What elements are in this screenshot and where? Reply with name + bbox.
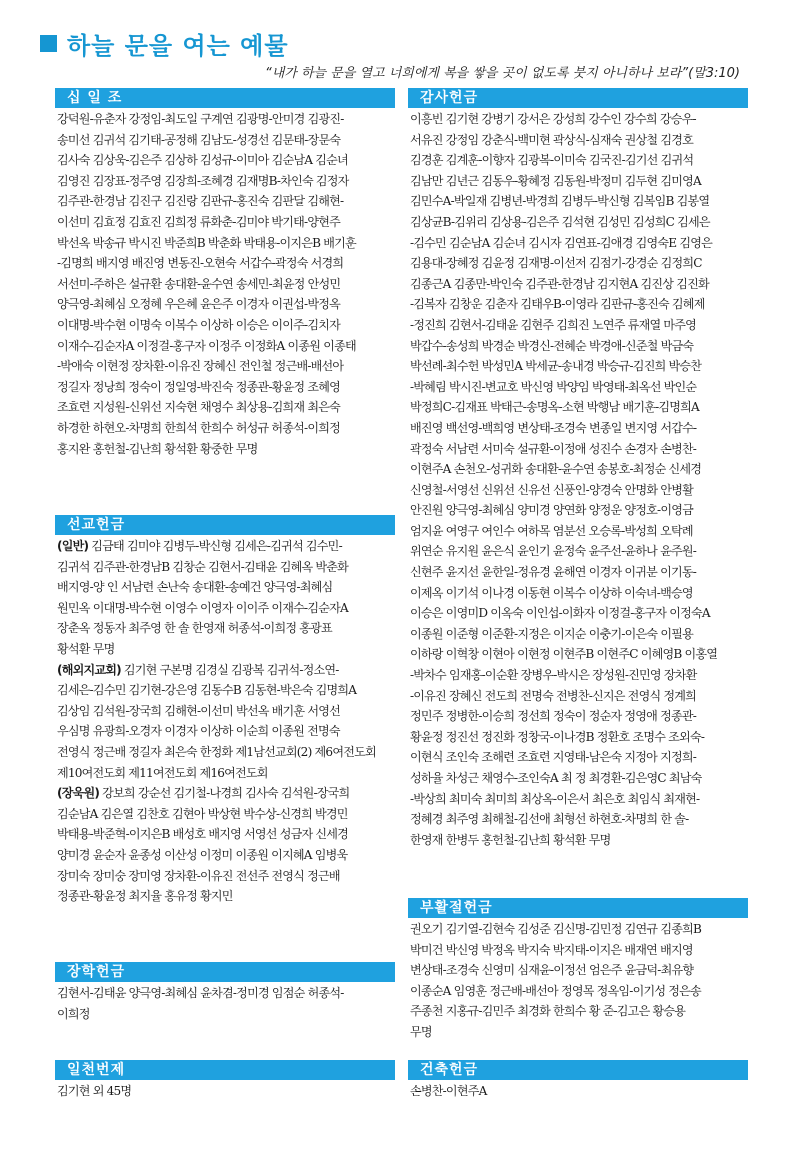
name-line: 홍지완 홍헌철-김난희 황석환 황중한 무명 — [57, 441, 258, 456]
name-line: 정민주 정병한-이승희 정선희 정숙이 정순자 정영애 정종관- — [410, 709, 697, 724]
name-line: -김복자 김창운 김춘자 김태우B-이영라 김판규-홍진숙 김혜제 — [410, 297, 705, 312]
name-line: 서선미-주하은 설규환 송대환-윤수연 송세민-최윤정 안성민 — [57, 276, 341, 291]
name-line: 배진영 백선영-백희영 변상태-조경숙 변종일 변지영 서갑수- — [410, 420, 697, 435]
name-line: 위연순 유지원 윤은식 윤인기 윤정숙 윤주선-윤하나 윤주원- — [410, 544, 697, 559]
name-line: 이희정 — [57, 1006, 90, 1021]
section-tithe — [55, 88, 395, 459]
name-line: -김명희 배지영 배진영 변동진-오현숙 서갑수-곽정숙 서경희 — [57, 256, 344, 271]
name-line: 이대명-박수현 이명숙 이복수 이상하 이승은 이이주-김치자 — [57, 317, 340, 332]
name-line — [57, 886, 395, 907]
section-body — [408, 108, 748, 850]
section-mission — [55, 515, 395, 907]
name-line: 이종원 이준형 이준환-지정은 이지순 이충기-이은숙 이필용 — [410, 626, 693, 641]
name-line: 김사숙 김상욱-김은주 김상하 김성규-이미아 김순남A 김순녀 — [57, 153, 348, 168]
names-text: 김순남A 김은열 김찬호 김현아 박상현 박수상-신경희 박경민 — [57, 806, 348, 821]
name-line — [57, 742, 395, 763]
name-line — [57, 536, 395, 557]
name-line — [57, 660, 395, 681]
name-line — [57, 783, 395, 804]
name-line — [57, 639, 395, 660]
name-line: -이유진 장혜신 전도희 전명숙 전병찬-신지은 전영식 정계희 — [410, 688, 697, 703]
name-line — [57, 701, 395, 722]
section-header: 선교헌금 — [55, 515, 395, 535]
name-line: 손병찬-이현주A — [410, 1084, 487, 1098]
names-text: 강보희 강순선 김기철-나경희 김사숙 김석원-장국희 — [99, 786, 350, 801]
name-line: 김주관-한경남 김진구 김진랑 김판규-홍진숙 김판달 김해현- — [57, 194, 344, 209]
name-line: 이종순A 임영훈 정근배-배선아 정영목 정옥임-이기성 정은송 — [410, 983, 701, 998]
section-resurrection — [408, 898, 748, 1043]
names-text: 김상임 김석원-장국희 김해현-이선미 박선옥 배기훈 서영선 — [57, 703, 340, 718]
name-line: 안진원 양극영-최혜심 양미경 양연화 양정운 양정호-이영금 — [410, 503, 693, 518]
names-text: 김금태 김미야 김병두-박신형 김세은-김귀석 김수민- — [88, 539, 342, 553]
section-header: 부활절헌금 — [408, 898, 748, 918]
name-line — [57, 721, 395, 742]
name-line: 이하랑 이혁창 이현아 이현정 이현주B 이현주C 이혜영B 이홍열 — [410, 647, 718, 662]
section-header: 장학헌금 — [55, 962, 395, 982]
name-line: -정진희 김현서-김태윤 김현주 김희진 노연주 류재열 마주영 — [410, 317, 697, 332]
names-text: 황석환 무명 — [57, 641, 115, 656]
name-line: 이선미 김효정 김효진 김희정 류화춘-김미야 박기태-양현주 — [57, 214, 340, 229]
name-line: 하경한 하현오-차명희 한희석 한희수 허성규 허종석-이희정 — [57, 420, 340, 435]
name-line: 변상태-조경숙 신영미 심재윤-이정선 엄은주 윤금덕-최유향 — [410, 963, 694, 978]
name-line: -김수민 김순남A 김순녀 김시자 김연표-김애경 김영숙E 김영은 — [410, 235, 712, 250]
name-line: 김영진 김장표-정주영 김장희-조혜경 김재명B-차인숙 김정자 — [57, 173, 349, 188]
section-thanks — [408, 88, 748, 850]
names-text: 장미숙 장미숭 장미영 장차환-이유진 전선주 전영식 정근배 — [57, 868, 340, 883]
section-scholarship — [55, 962, 395, 1024]
name-line: 강덕원-유춘자 강정임-최도일 구계연 김광명-안미경 김광진- — [57, 112, 344, 126]
name-line: 김민수A-박일재 김병년-박경희 김병두-박신형 김복임B 김봉열 — [410, 194, 710, 209]
name-line — [57, 598, 395, 619]
name-line — [57, 845, 395, 866]
name-line: 조효련 지성원-신위선 지숙현 채영수 최상용-김희재 최은숙 — [57, 400, 340, 415]
name-line: 서유진 강정임 강춘식-백미현 곽상식-심재숙 권상철 김경호 — [410, 132, 693, 147]
section-first-thousand — [55, 1060, 395, 1102]
name-line: 이흥빈 김기현 강병기 강서은 강성희 강수인 강수희 강승우- — [410, 112, 696, 126]
verse-quote: “내가 하늘 문을 열고 너희에게 복을 쌓을 곳이 없도록 붓지 아니하나 보라”(말3:10) — [264, 66, 740, 81]
name-line: 이재수-김순자A 이정걸-홍구자 이정주 이정화A 이종원 이종태 — [57, 338, 356, 353]
name-line: 김현서-김태윤 양극영-최혜심 윤차겸-정미경 임점순 허종석- — [57, 986, 344, 1000]
name-line: 한영재 한병두 홍헌철-김난희 황석환 무명 — [410, 832, 611, 847]
name-line: 김기현 외 45명 — [57, 1084, 132, 1098]
name-line — [57, 866, 395, 887]
name-line: 곽정숙 서남련 서미숙 설규환-이정애 성진수 손경자 손병찬- — [410, 441, 697, 456]
names-text: 전영식 정근배 정길자 최은숙 한정화 제1남선교회(2) 제6여전도회 — [57, 744, 376, 759]
name-line: 이제옥 이기석 이나경 이동현 이복수 이상하 이숙녀-백승영 — [410, 585, 693, 600]
section-body — [55, 535, 395, 907]
name-line: 박선례-최수헌 박성민A 박세균-송내경 박승규-김진희 박승찬 — [410, 359, 702, 374]
category-label: (장욱원) — [57, 786, 100, 801]
name-line: 신영철-서영선 신위선 신유선 신풍인-양경숙 안명화 안병활 — [410, 482, 693, 497]
name-line: 송미선 김귀석 김기태-공정해 김남도-성경선 김문태-장문숙 — [57, 132, 341, 147]
names-text: 양미경 윤순자 윤종성 이산성 이정미 이종원 이지혜A 임병욱 — [57, 847, 348, 862]
name-line — [57, 618, 395, 639]
name-line: -박차수 임재홍-이순환 장병우-박시은 장성원-진민영 장차환 — [410, 668, 697, 683]
name-line — [57, 763, 395, 784]
name-line: 김종근A 김종만-박인숙 김주관-한경남 김지현A 김진상 김진화 — [410, 276, 709, 291]
category-label: (일반) — [57, 539, 89, 553]
name-line: 이현식 조인숙 조해련 조효련 지영태-남은숙 지정아 지정희- — [410, 750, 697, 765]
name-line: 박갑수-송성희 박경순 박경신-전혜순 박경애-신준철 박금숙 — [410, 338, 694, 353]
name-line: 김경훈 김계훈-이향자 김광복-이미숙 김국진-김기선 김귀석 — [410, 153, 694, 168]
name-line: 성하율 차성근 채영수-조인숙A 최 정 최경환-김은영C 최남숙 — [410, 771, 702, 785]
name-line: -박애숙 이현정 장차환-이유진 장혜신 전인철 정근배-배선아 — [57, 359, 344, 374]
page-title: 하늘 문을 여는 예물 — [67, 31, 289, 60]
name-line: 주종천 지홍규-김민주 최경화 한희수 황 준-김고은 황승용 — [410, 1004, 686, 1019]
name-line: 박미건 박신영 박정옥 박지숙 박지태-이지은 배재연 배지영 — [410, 942, 693, 957]
names-text: 원민옥 이대명-박수현 이영수 이영자 이이주 이재수-김순자A — [57, 600, 348, 615]
section-body — [55, 1080, 395, 1102]
names-text: 김귀석 김주관-한경남B 김창순 김현서-김태윤 김혜옥 박춘화 — [57, 559, 349, 574]
section-body — [55, 108, 395, 459]
names-text: 제10여전도회 제11여전도회 제16여전도회 — [57, 765, 268, 780]
name-line: 김용대-장혜정 김윤정 김재명-이선저 김점기-강경순 김정희C — [410, 256, 702, 271]
section-header: 십 일 조 — [55, 88, 395, 108]
section-body — [408, 1080, 748, 1102]
name-line: 정길자 정낭희 정숙이 정일영-박진숙 정종관-황윤정 조혜영 — [57, 379, 340, 394]
page-title-row — [40, 26, 289, 60]
section-header: 건축헌금 — [408, 1060, 748, 1080]
square-bullet-icon — [40, 35, 57, 52]
category-label: (해외지교회) — [57, 662, 121, 677]
name-line — [57, 680, 395, 701]
name-line: 권오기 김기열-김현숙 김성준 김신명-김민정 김연규 김종희B — [410, 922, 702, 936]
name-line: 양극영-최혜심 오정혜 우은혜 윤은주 이경자 이권섭-박정옥 — [57, 297, 340, 312]
name-line: 박정희C-김재표 박태근-송명옥-소현 박행남 배기훈-김명희A — [410, 400, 699, 415]
section-building — [408, 1060, 748, 1102]
name-line — [57, 577, 395, 598]
name-line: 황윤정 정진선 정진화 정창국-이나경B 정환호 조명수 조외숙- — [410, 729, 705, 744]
name-line: -박상희 최미숙 최미희 최상옥-이은서 최은호 최임식 최재현- — [410, 791, 700, 806]
names-text: 장춘옥 정동자 최주영 한 솔 한영재 허종석-이희정 홍광표 — [57, 621, 332, 636]
names-text: 정종관-황윤정 최지율 홍유정 황지민 — [57, 889, 233, 904]
section-header: 일천번제 — [55, 1060, 395, 1080]
name-line: 엄지윤 여영구 여인수 여하목 염분선 오승록-박성희 오탁례 — [410, 523, 693, 538]
name-line: 무명 — [410, 1024, 432, 1039]
name-line: 이승은 이영미D 이옥숙 이인섭-이화자 이정걸-홍구자 이정숙A — [410, 606, 710, 621]
name-line — [57, 557, 395, 578]
names-text: 박태용-박준혁-이지은B 배성호 배지영 서영선 성금자 신세경 — [57, 827, 349, 842]
name-line: 신현주 윤지선 윤한일-정유경 윤해연 이경자 이귀분 이기동- — [410, 565, 697, 580]
section-header: 감사헌금 — [408, 88, 748, 108]
name-line: 김남만 김년근 김동우-황혜정 김동원-박정미 김두현 김미영A — [410, 173, 701, 188]
name-line: 정혜경 최주영 최해철-김선애 최형선 하현호-차명희 한 솔- — [410, 812, 689, 827]
name-line: 박선옥 박송규 박시진 박준희B 박춘화 박태용-이지은B 배기훈 — [57, 235, 356, 250]
name-line: -박혜림 박시진-변교호 박신영 박양임 박영태-최옥선 박인순 — [410, 379, 697, 394]
names-text: 우심명 유광희-오경자 이경자 이상하 이순희 이종원 전명숙 — [57, 724, 340, 739]
name-line — [57, 804, 395, 825]
name-line: 이현주A 손천오-성귀화 송대환-윤수연 송봉호-최정순 신세경 — [410, 462, 702, 477]
name-line: 김상균B-김위리 김상용-김은주 김석현 김성민 김성희C 김세은 — [410, 214, 710, 229]
names-text: 김기현 구본명 김경실 김광복 김귀석-정소연- — [120, 662, 339, 677]
names-text: 배지영-양 인 서남련 손난숙 송대환-송예건 양극영-최혜심 — [57, 580, 333, 595]
section-body — [55, 982, 395, 1024]
names-text: 김세은-김수민 김기현-강은영 김동수B 김동현-박은숙 김명희A — [57, 683, 357, 698]
name-line — [57, 824, 395, 845]
section-body — [408, 918, 748, 1043]
